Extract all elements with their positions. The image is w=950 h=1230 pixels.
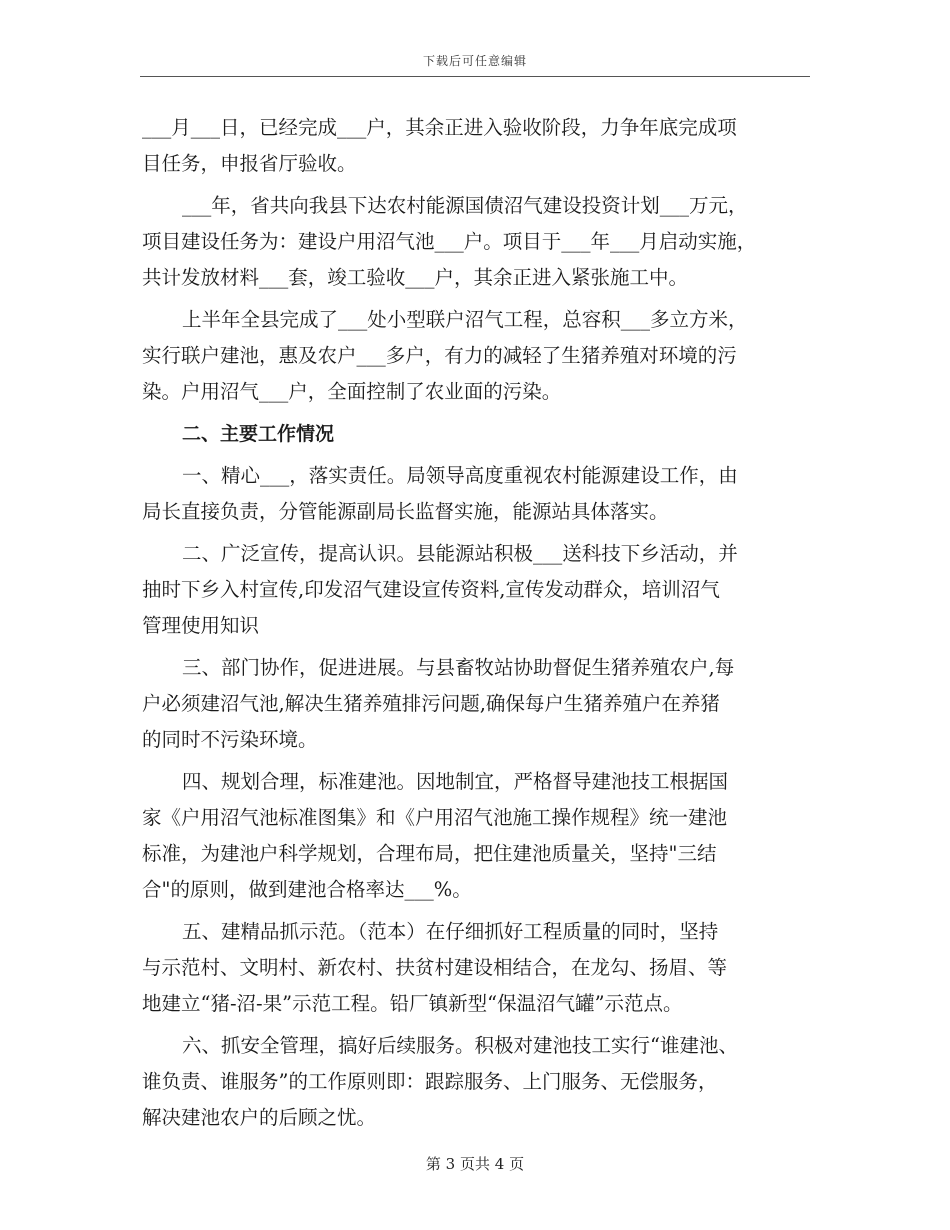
paragraph [142, 110, 810, 182]
text-line: 谁负责、谁服务”的工作原则即：跟踪服务、上门服务、无偿服务， [142, 1070, 718, 1093]
text-line: 的同时不污染环境。 [142, 728, 318, 751]
paragraph [142, 914, 810, 1022]
paragraph [142, 1028, 810, 1136]
text-line: 六、抓安全管理，搞好后续服务。积极对建池技工实行“谁建池、 [182, 1034, 738, 1057]
text-line: 五、建精品抓示范。（范本）在仔细抓好工程质量的同时，坚持 [182, 920, 719, 943]
text-line: 管理使用知识 [142, 614, 260, 637]
text-line: 染。户用沼气___户，全面控制了农业面的污染。 [142, 380, 562, 403]
text-line: 局长直接负责，分管能源副局长监督实施，能源站具体落实。 [142, 500, 669, 523]
text-line: 与示范村、文明村、新农村、扶贫村建设相结合，在龙勾、扬眉、等 [142, 956, 728, 979]
text-line: 地建立“猪-沼-果”示范工程。铅厂镇新型“保温沼气罐”示范点。 [142, 992, 683, 1015]
text-line: 二、广泛宣传，提高认识。县能源站积极___送科技下乡活动，并 [182, 542, 738, 565]
text-line: 户必须建沼气池,解决生猪养殖排污问题,确保每户生猪养殖户在养猪 [142, 692, 720, 715]
text-line: 一、精心___，落实责任。局领导高度重视农村能源建设工作，由 [182, 464, 738, 487]
text-line: ___年，省共向我县下达农村能源国债沼气建设投资计划___万元， [182, 194, 748, 217]
text-line: 项目建设任务为：建设户用沼气池___户。项目于___年___月启动实施， [142, 230, 757, 253]
paragraph [142, 650, 810, 758]
text-line: 二、主要工作情况 [182, 423, 335, 445]
page-header: 下载后可任意编辑 [422, 54, 527, 68]
section-heading [142, 416, 810, 452]
text-line: 四、规划合理，标准建池。因地制宜，严格督导建池技工根据国 [182, 770, 729, 793]
text-line: 共计发放材料___套，竣工验收___户，其余正进入紧张施工中。 [142, 266, 689, 289]
text-line: 家《户用沼气池标准图集》和《户用沼气池施工操作规程》统一建池 [142, 806, 728, 829]
header-divider [140, 76, 810, 77]
paragraph [142, 764, 810, 908]
text-line: 解决建池农户的后顾之忧。 [142, 1106, 377, 1129]
text-line: 三、部门协作，促进进展。与县畜牧站协助督促生猪养殖农户,每 [182, 656, 735, 679]
page-footer: 第 3 页共 4 页 [425, 1155, 525, 1173]
text-line: 合"的原则，做到建池合格率达___%。 [142, 878, 472, 901]
text-line: 标准，为建池户科学规划，合理布局，把住建池质量关，坚持"三结 [142, 842, 717, 865]
text-line: 目任务，申报省厅验收。 [142, 152, 357, 175]
paragraph [142, 458, 810, 530]
text-line: 实行联户建池，惠及农户___多户，有力的减轻了生猪养殖对环境的污 [142, 344, 737, 367]
paragraph [142, 302, 810, 410]
document-body [142, 110, 810, 1142]
text-line: 上半年全县完成了___处小型联户沼气工程，总容积___多立方米， [182, 308, 748, 331]
text-line: ___月___日，已经完成___户，其余正进入验收阶段，力争年底完成项 [142, 116, 737, 139]
text-line: 抽时下乡入村宣传,印发沼气建设宣传资料,宣传发动群众，培训沼气 [142, 578, 720, 601]
paragraph [142, 188, 810, 296]
paragraph [142, 536, 810, 644]
